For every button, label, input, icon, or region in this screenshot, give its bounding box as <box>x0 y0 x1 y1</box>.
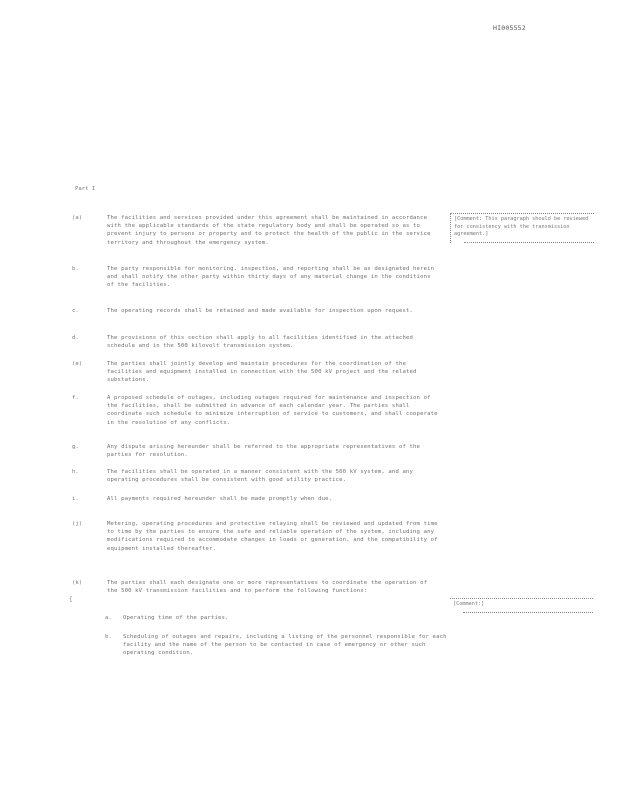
sub-item-text: Scheduling of outages and repairs, including a listing of the personnel responsible for each facility and the name of the person to be contacted in case of emergency or other such operating condition. <box>123 634 447 657</box>
paragraph-number: (k) <box>72 580 83 586</box>
margin-comment <box>450 213 594 243</box>
paragraph-text: The parties shall each designate one or more representatives to coordinate the operation of the 500 kV transmission facilities and to perform the following functions: <box>107 580 428 595</box>
comment-text: [Comment:] <box>453 601 485 607</box>
paragraph-number: i. <box>72 496 79 502</box>
paragraph-text: All payments required hereunder shall be made promptly when due. <box>107 496 333 502</box>
sub-item-number: b. <box>105 634 112 640</box>
paragraph-number: (a) <box>72 215 83 221</box>
paragraph-number: c. <box>72 308 79 314</box>
margin-comment <box>450 598 593 613</box>
paragraph-number: (j) <box>72 521 83 527</box>
comment-text: [Comment: This paragraph should be reviewed for consistency with the transmission agreement.] <box>454 216 589 238</box>
paragraph-text: The parties shall jointly develop and maintain procedures for the coordination of the facilities and equipment installed in connection with the 500 kV project and the related substations. <box>107 361 417 384</box>
sub-item-number: a. <box>105 615 112 621</box>
paragraph-number: h. <box>72 469 79 475</box>
paragraph-text: A proposed schedule of outages, including outages required for maintenance and inspection of the facilities, shall be submitted in advance of each calendar year. The parties shall coordinate such schedule to minimize interruption of service to customers, and shall cooperate in the resolution of any conflicts. <box>107 395 438 426</box>
paragraph-text: The party responsible for monitoring, inspection, and reporting shall be as designated herein and shall notify the other party within thirty days of any material change in the conditions of the facilities. <box>107 266 435 289</box>
comment-underline <box>463 609 593 613</box>
paragraph-text: Metering, operating procedures and protective relaying shall be reviewed and updated from time to time by the parties to ensure the safe and reliable operation of the system, including any modifications required to accommodate changes in loads or generation, and the compatibility of equipment installed thereafter. <box>107 521 438 552</box>
paragraph-number: f. <box>72 395 79 401</box>
paragraph-text: The operating records shall be retained and made available for inspection upon request. <box>107 308 414 314</box>
paragraph-text: The provisions of this section shall apply to all facilities identified in the attached schedule and in the 500 kilovolt transmission system. <box>107 335 414 350</box>
paragraph-text: The facilities shall be operated in a manner consistent with the 500 kV system, and any operating procedures shall be consistent with good utility practice. <box>107 469 414 484</box>
margin-bracket: { <box>69 596 73 603</box>
paragraph-number: d. <box>72 335 79 341</box>
paragraph-number: b. <box>72 266 79 272</box>
paragraph-number: (e) <box>72 361 83 367</box>
document-id: HI005552 <box>493 24 526 32</box>
paragraph-number: g. <box>72 444 79 450</box>
paragraph-text: The facilities and services provided under this agreement shall be maintained in accordance with the applicable standards of the state regulatory body and shall be operated so as to prevent injury to persons or property and to protect the health of the public in the service territory and throughout the emergency system. <box>107 215 431 246</box>
sub-item-text: Operating time of the parties. <box>123 615 229 621</box>
section-label: Part I <box>75 186 96 192</box>
paragraph-text: Any dispute arising hereunder shall be referred to the appropriate representatives of the parties for resolution. <box>107 444 421 459</box>
comment-underline <box>464 239 594 243</box>
